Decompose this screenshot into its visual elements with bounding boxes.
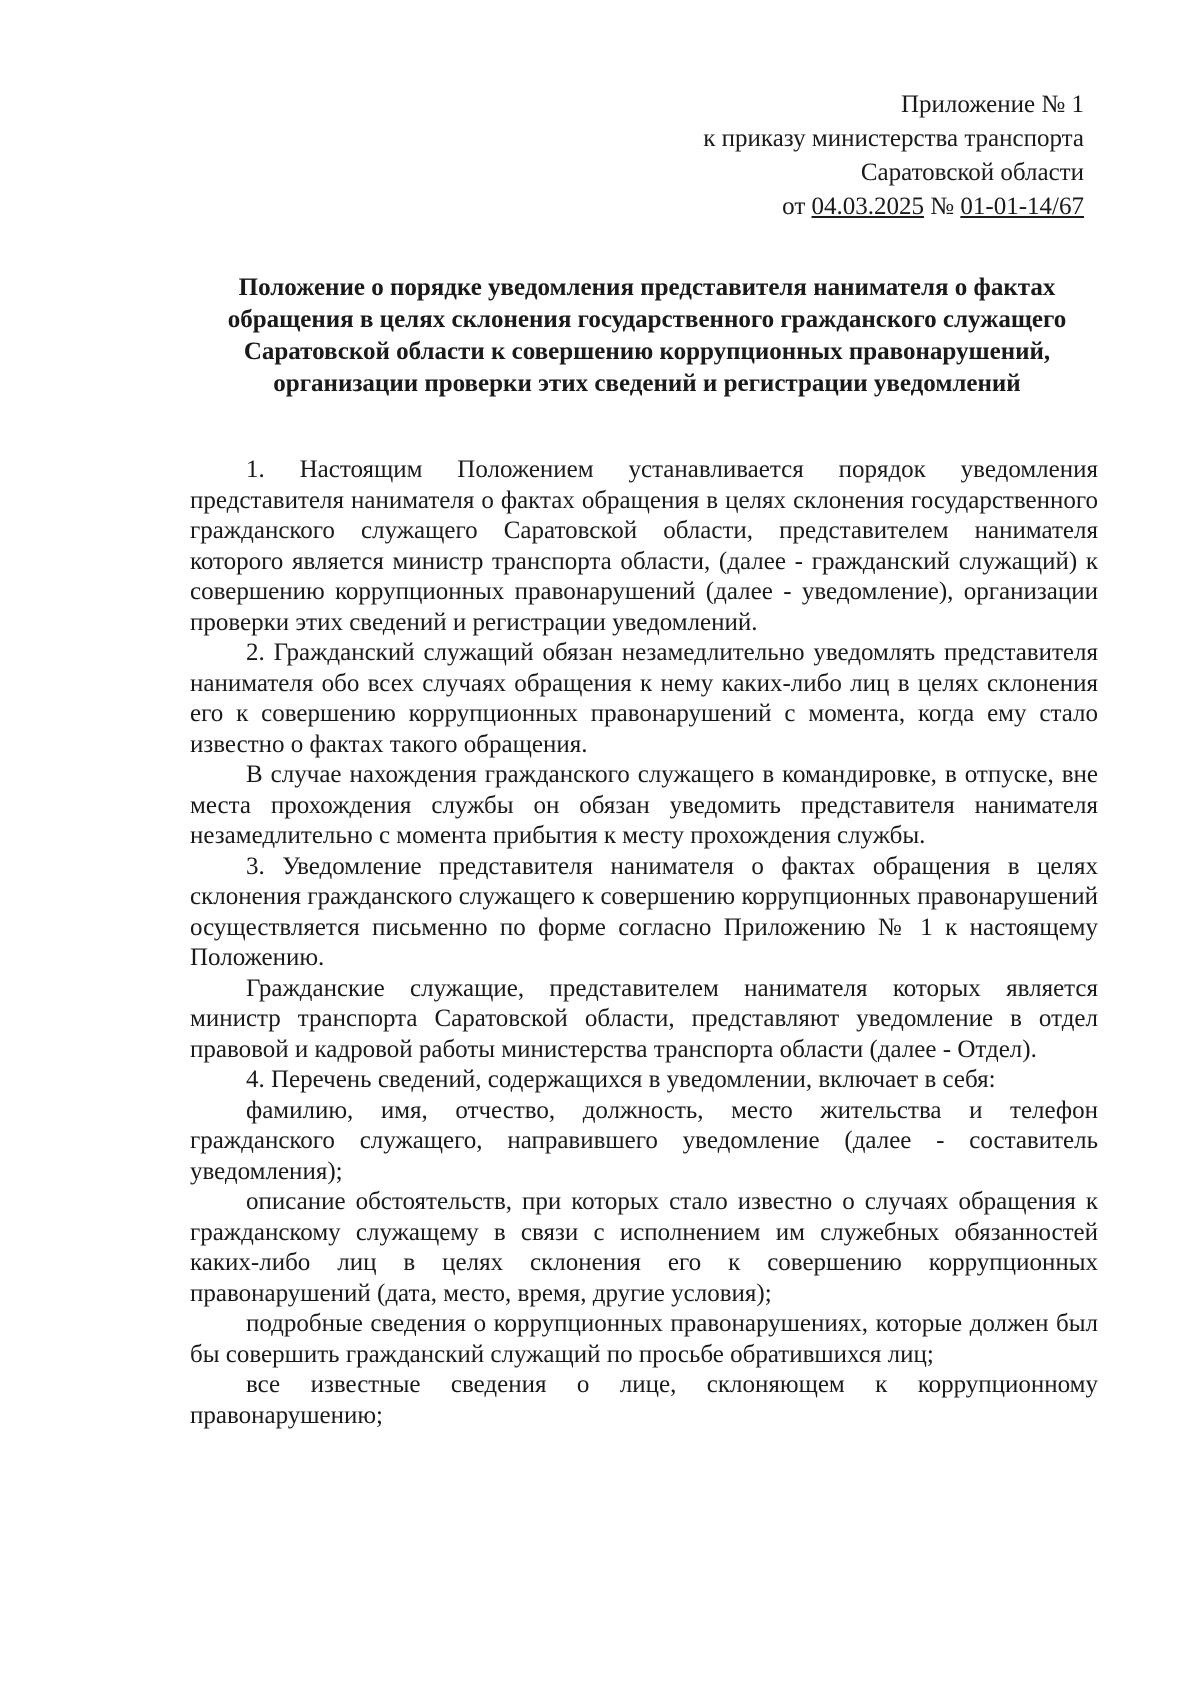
- region-name: Саратовской области: [860, 159, 1084, 186]
- order-reference: к приказу министерства транспорта: [703, 125, 1084, 152]
- list-item-circumstances: описание обстоятельств, при которых стало известно о случаях обращения к гражданскому служащему в связи с исполнением им служебных обязанностей каких-либо лиц в целях склонения его к совершению коррупционных правонарушений (дата, место, время, другие условия);: [190, 1188, 1098, 1307]
- paragraph-4: 4. Перечень сведений, содержащихся в уведомлении, включает в себя:: [246, 1066, 996, 1093]
- order-number: 01-01-14/67: [960, 193, 1084, 220]
- list-item-violations: подробные сведения о коррупционных правонарушениях, которые должен был бы совершить гражданский служащий по просьбе обратившихся лиц;: [190, 1310, 1098, 1368]
- paragraph-2: 2. Гражданский служащий обязан незамедлительно уведомлять представителя нанимателя обо всех случаях обращения к нему каких-либо лиц в целях склонения его к совершению коррупционных правонарушений с момента, когда ему стало известно о фактах такого обращения.: [190, 639, 1098, 758]
- paragraph-2-continuation: В случае нахождения гражданского служащего в командировке, в отпуске, вне места прохождения службы он обязан уведомить представителя нанимателя незамедлительно с момента прибытия к месту прохождения службы.: [190, 761, 1098, 849]
- document-title: Положение о порядке уведомления представителя нанимателя о фактах обращения в целях склонения государственного гражданского служащего Саратовской области к совершению коррупционных правонарушений, организации проверки этих сведений и регистрации уведомлений: [227, 274, 1067, 397]
- list-item-name: фамилию, имя, отчество, должность, место жительства и телефон гражданского служащего, направившего уведомление (далее - составитель уведомления);: [190, 1096, 1098, 1185]
- list-item-person: все известные сведения о лице, склоняющем к коррупционному правонарушению;: [190, 1371, 1098, 1429]
- order-date: 04.03.2025: [811, 193, 925, 220]
- appendix-header: [703, 88, 1084, 224]
- appendix-number: Приложение № 1: [900, 91, 1084, 118]
- order-date-number: [703, 190, 1084, 224]
- paragraph-3-continuation: Гражданские служащие, представителем нанимателя которых является министр транспорта Саратовской области, представляют уведомление в отдел правовой и кадровой работы министерства транспорта области (далее - Отдел).: [190, 974, 1098, 1063]
- document-body: [190, 455, 1098, 1431]
- paragraph-1: 1. Настоящим Положением устанавливается порядок уведомления представителя нанимателя о фактах обращения в целях склонения государственного гражданского служащего Саратовской области, представителем нанимателя которого является министр транспорта области, (далее - гражданский служащий) к совершению коррупционных правонарушений (далее - уведомление), организации проверки этих сведений и регистрации уведомлений.: [190, 456, 1098, 636]
- date-prefix: от: [782, 193, 812, 220]
- paragraph-3: 3. Уведомление представителя нанимателя о фактах обращения в целях склонения гражданского служащего к совершению коррупционных правонарушений осуществляется письменно по форме согласно Приложению № 1 к настоящему Положению.: [190, 852, 1098, 971]
- number-prefix: №: [924, 193, 961, 220]
